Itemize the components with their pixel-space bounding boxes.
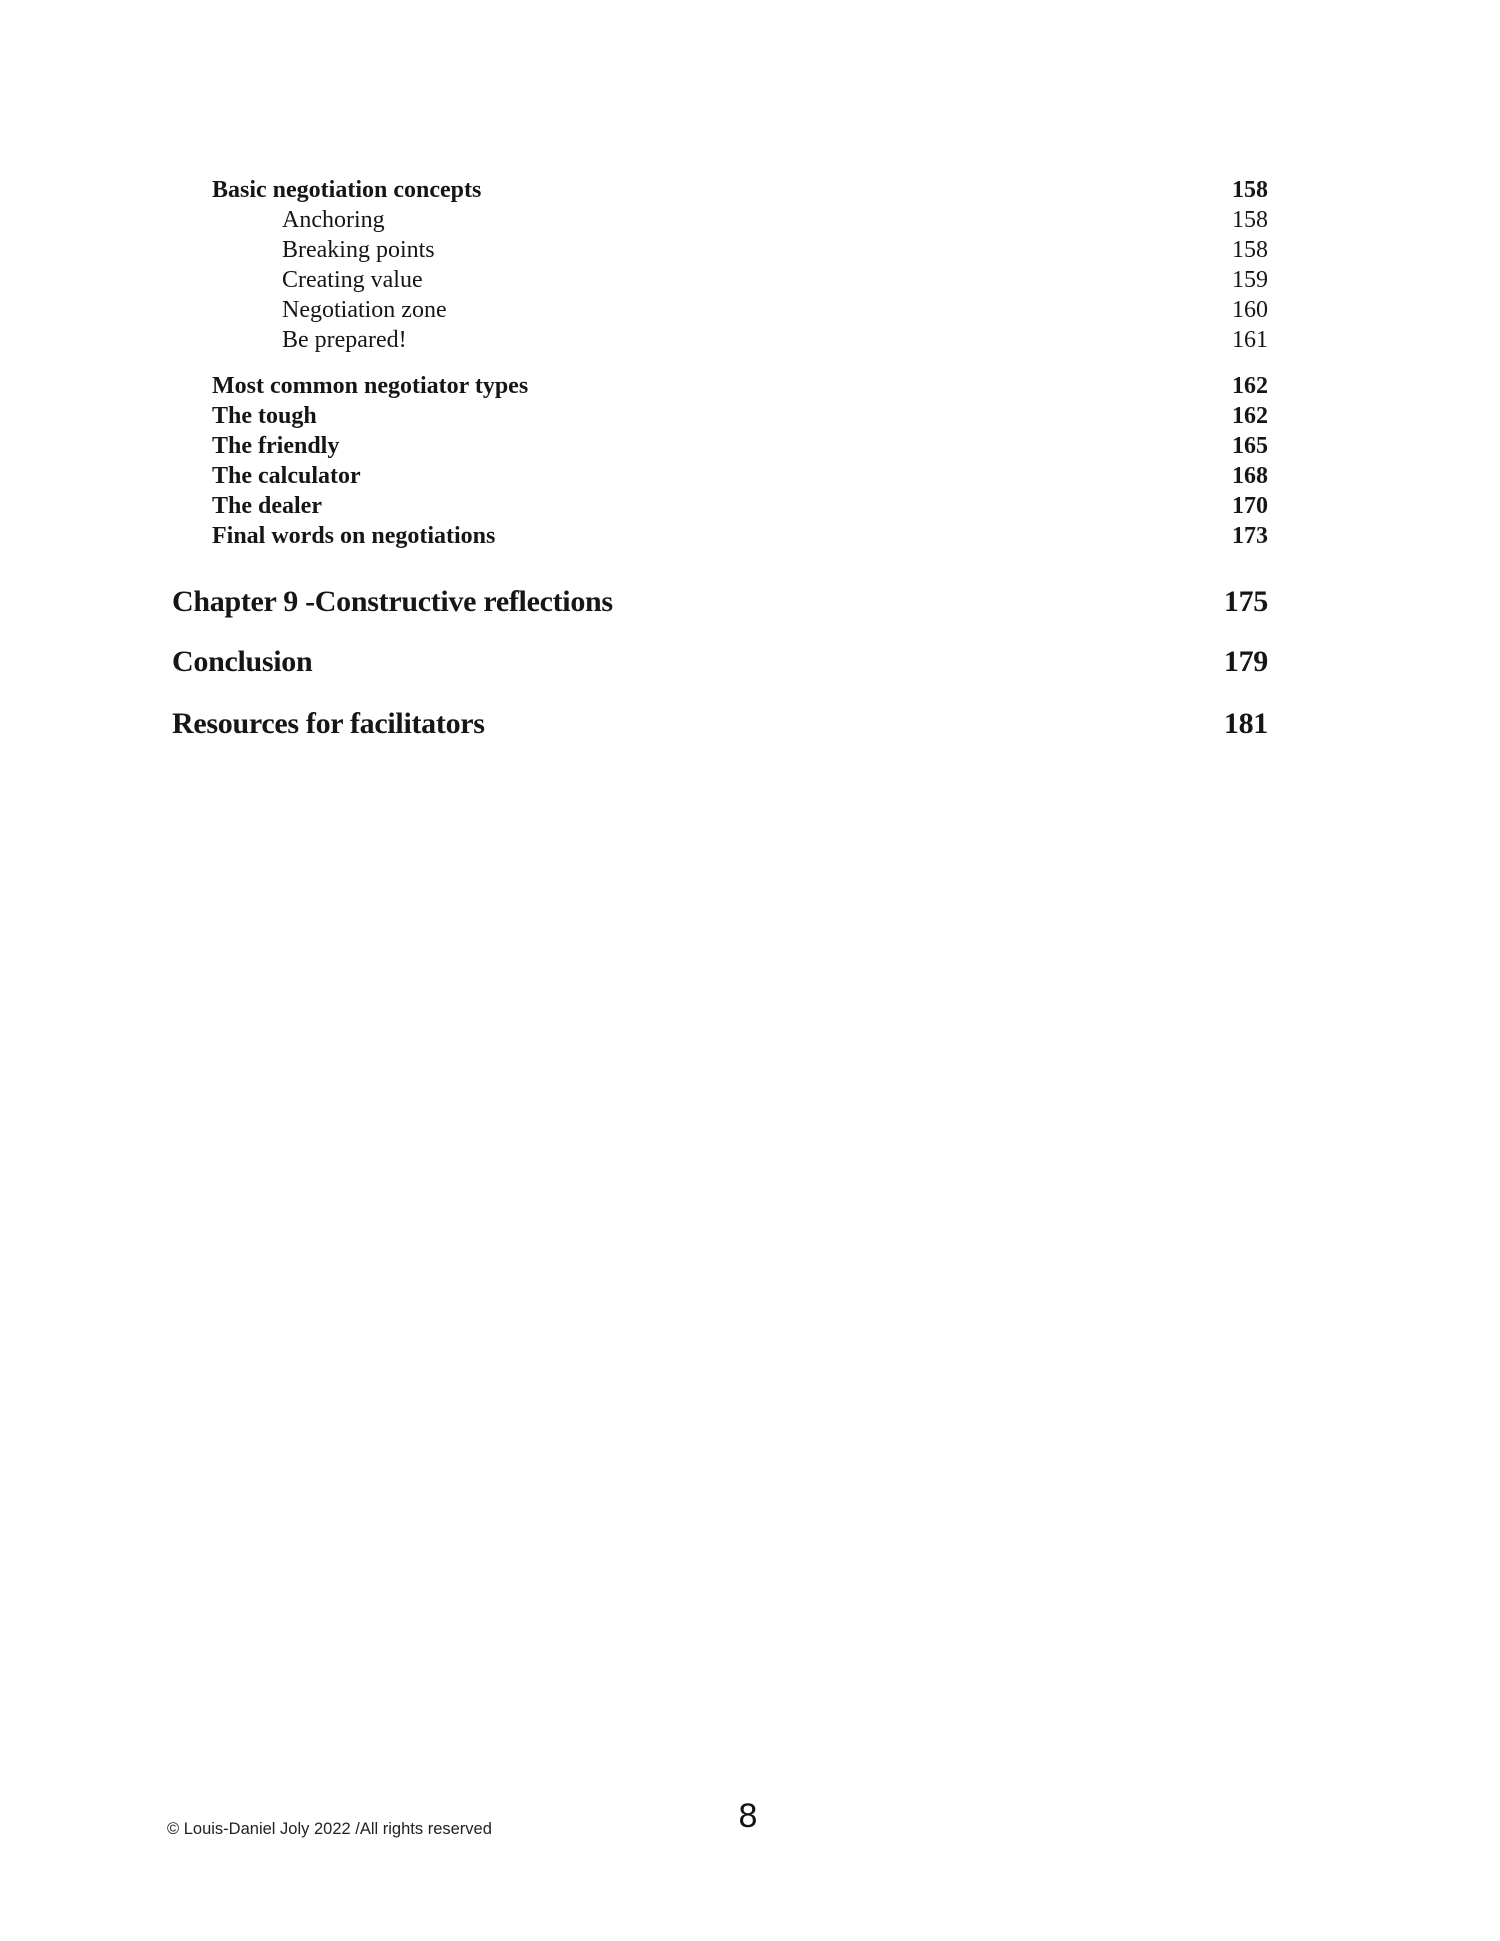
- toc-entry-page: 165: [1232, 433, 1268, 459]
- toc-entry-page: 179: [1223, 645, 1268, 678]
- toc-entry-label: Breaking points: [282, 237, 435, 263]
- toc-entry-label: Anchoring: [282, 207, 385, 233]
- toc-entry-label: Negotiation zone: [282, 297, 447, 323]
- toc-entry-page: 168: [1232, 463, 1268, 489]
- toc-entry: [172, 431, 1268, 461]
- toc-chapter-entry: [172, 583, 1268, 621]
- footer-copyright: © Louis-Daniel Joly 2022 /All rights reserved: [167, 1820, 492, 1838]
- toc-entry-page: 162: [1232, 373, 1268, 399]
- toc-entry: [172, 461, 1268, 491]
- page-number: 8: [738, 1797, 758, 1835]
- toc-entry-label: Conclusion: [172, 645, 313, 678]
- toc-entry-label: Most common negotiator types: [212, 373, 529, 399]
- toc-entry-label: The dealer: [212, 493, 322, 519]
- toc-entry-label: The friendly: [212, 433, 340, 459]
- toc-entry: [172, 295, 1268, 325]
- toc-entry-page: 175: [1223, 585, 1268, 618]
- toc-entry: [172, 491, 1268, 521]
- toc-entry-label: Resources for facilitators: [172, 707, 485, 740]
- toc-entry: [172, 235, 1268, 265]
- toc-entry: [172, 401, 1268, 431]
- toc-entry-page: 160: [1232, 297, 1268, 323]
- toc-entry-label: Chapter 9 -Constructive reflections: [172, 585, 613, 618]
- toc-entry: [172, 205, 1268, 235]
- toc-entry: [172, 325, 1268, 355]
- toc-chapter-entry: [172, 705, 1268, 743]
- toc-entry-label: The tough: [212, 403, 317, 429]
- toc-entry-page: 158: [1232, 207, 1268, 233]
- toc-entry: [172, 521, 1268, 551]
- toc-entry: [172, 265, 1268, 295]
- toc-entry-page: 161: [1232, 327, 1268, 353]
- toc-entry-page: 159: [1232, 267, 1268, 293]
- toc-entry-page: 158: [1232, 177, 1268, 203]
- toc-entry-label: The calculator: [212, 463, 361, 489]
- toc-entry-page: 181: [1223, 707, 1268, 740]
- toc-entry-page: 158: [1232, 237, 1268, 263]
- table-of-contents: [172, 175, 1268, 743]
- toc-entry-page: 173: [1232, 523, 1268, 549]
- toc-entry: [172, 175, 1268, 205]
- toc-entry-page: 162: [1232, 403, 1268, 429]
- toc-entry-label: Creating value: [282, 267, 423, 293]
- toc-entry: [172, 371, 1268, 401]
- toc-chapter-entry: [172, 643, 1268, 681]
- toc-entry-page: 170: [1232, 493, 1268, 519]
- toc-entry-label: Final words on negotiations: [212, 523, 496, 549]
- toc-entry-label: Basic negotiation concepts: [212, 177, 482, 203]
- toc-entry-label: Be prepared!: [282, 327, 407, 353]
